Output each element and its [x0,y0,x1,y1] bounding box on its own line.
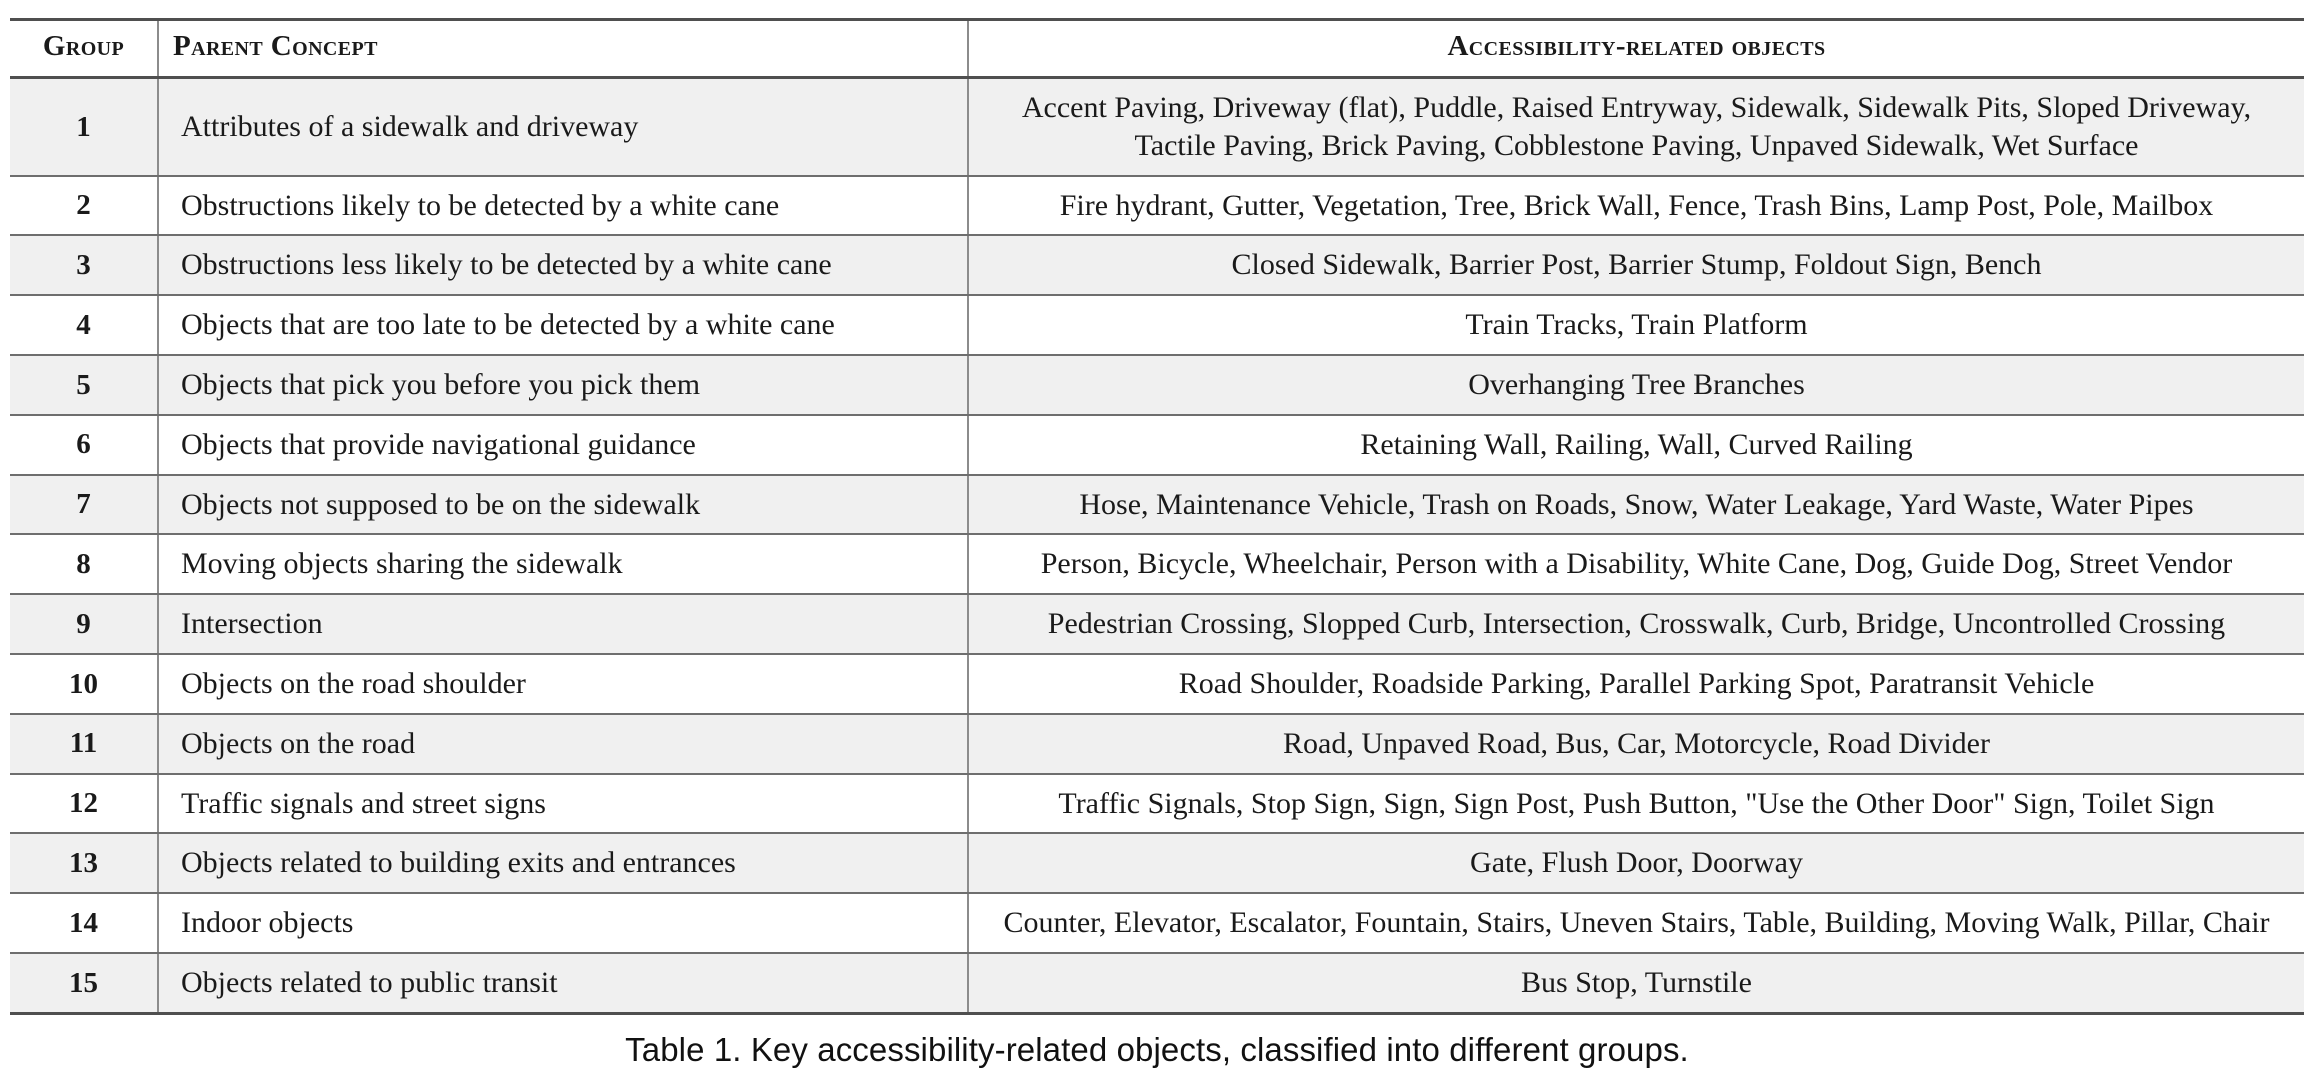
column-header-accessibility-related-objects: Accessibility-related objects [968,20,2304,78]
cell-parent-concept: Objects related to public transit [158,953,968,1013]
table-caption: Table 1. Key accessibility-related objects, classified into different groups. [625,1030,1689,1068]
table-row [10,534,2304,594]
cell-accessibility-objects: Road Shoulder, Roadside Parking, Parallel Parking Spot, Paratransit Vehicle [968,654,2304,714]
cell-parent-concept: Intersection [158,594,968,654]
cell-group-number: 14 [10,893,158,953]
cell-parent-concept: Attributes of a sidewalk and driveway [158,78,968,176]
cell-group-number: 1 [10,78,158,176]
cell-group-number: 11 [10,714,158,774]
cell-accessibility-objects: Closed Sidewalk, Barrier Post, Barrier Stump, Foldout Sign, Bench [968,235,2304,295]
column-header-group: Group [10,20,158,78]
cell-parent-concept: Objects on the road [158,714,968,774]
cell-group-number: 9 [10,594,158,654]
cell-group-number: 4 [10,295,158,355]
table-row [10,235,2304,295]
table-row [10,774,2304,834]
cell-accessibility-objects: Gate, Flush Door, Doorway [968,833,2304,893]
cell-parent-concept: Obstructions less likely to be detected by a white cane [158,235,968,295]
cell-parent-concept: Objects that provide navigational guidance [158,415,968,475]
cell-parent-concept: Objects that are too late to be detected by a white cane [158,295,968,355]
table-body [10,78,2304,1014]
cell-group-number: 8 [10,534,158,594]
cell-accessibility-objects: Hose, Maintenance Vehicle, Trash on Roads, Snow, Water Leakage, Yard Waste, Water Pipes [968,475,2304,535]
cell-parent-concept: Traffic signals and street signs [158,774,968,834]
cell-group-number: 3 [10,235,158,295]
cell-group-number: 10 [10,654,158,714]
cell-group-number: 12 [10,774,158,834]
cell-parent-concept: Moving objects sharing the sidewalk [158,534,968,594]
cell-parent-concept: Objects on the road shoulder [158,654,968,714]
cell-parent-concept: Objects that pick you before you pick them [158,355,968,415]
table-row [10,78,2304,176]
cell-parent-concept: Obstructions likely to be detected by a white cane [158,176,968,236]
cell-accessibility-objects: Bus Stop, Turnstile [968,953,2304,1013]
cell-accessibility-objects: Pedestrian Crossing, Slopped Curb, Intersection, Crosswalk, Curb, Bridge, Uncontrolled Crossing [968,594,2304,654]
table-row [10,714,2304,774]
cell-parent-concept: Indoor objects [158,893,968,953]
cell-group-number: 6 [10,415,158,475]
cell-group-number: 5 [10,355,158,415]
table-row [10,355,2304,415]
table-row [10,594,2304,654]
cell-parent-concept: Objects not supposed to be on the sidewalk [158,475,968,535]
cell-accessibility-objects: Person, Bicycle, Wheelchair, Person with a Disability, White Cane, Dog, Guide Dog, Street Vendor [968,534,2304,594]
cell-accessibility-objects: Retaining Wall, Railing, Wall, Curved Railing [968,415,2304,475]
column-header-parent-concept: Parent Concept [158,20,968,78]
accessibility-objects-table [10,18,2304,1015]
cell-parent-concept: Objects related to building exits and entrances [158,833,968,893]
cell-group-number: 15 [10,953,158,1013]
cell-group-number: 13 [10,833,158,893]
cell-accessibility-objects: Road, Unpaved Road, Bus, Car, Motorcycle, Road Divider [968,714,2304,774]
cell-group-number: 2 [10,176,158,236]
table-row [10,176,2304,236]
table-row [10,953,2304,1013]
table-row [10,475,2304,535]
cell-accessibility-objects: Traffic Signals, Stop Sign, Sign, Sign Post, Push Button, "Use the Other Door" Sign, Toilet Sign [968,774,2304,834]
table-row [10,654,2304,714]
table-row [10,833,2304,893]
cell-accessibility-objects: Accent Paving, Driveway (flat), Puddle, Raised Entryway, Sidewalk, Sidewalk Pits, Sloped Driveway, Tactile Paving, Brick Paving, Cobblestone Paving, Unpaved Sidewalk, Wet Surface [968,78,2304,176]
cell-accessibility-objects: Train Tracks, Train Platform [968,295,2304,355]
table-header [10,20,2304,78]
table-row [10,415,2304,475]
cell-accessibility-objects: Counter, Elevator, Escalator, Fountain, Stairs, Uneven Stairs, Table, Building, Moving Walk, Pillar, Chair [968,893,2304,953]
table-row [10,295,2304,355]
cell-accessibility-objects: Overhanging Tree Branches [968,355,2304,415]
cell-group-number: 7 [10,475,158,535]
table-header-row [10,20,2304,78]
table-row [10,893,2304,953]
cell-accessibility-objects: Fire hydrant, Gutter, Vegetation, Tree, Brick Wall, Fence, Trash Bins, Lamp Post, Pole, Mailbox [968,176,2304,236]
